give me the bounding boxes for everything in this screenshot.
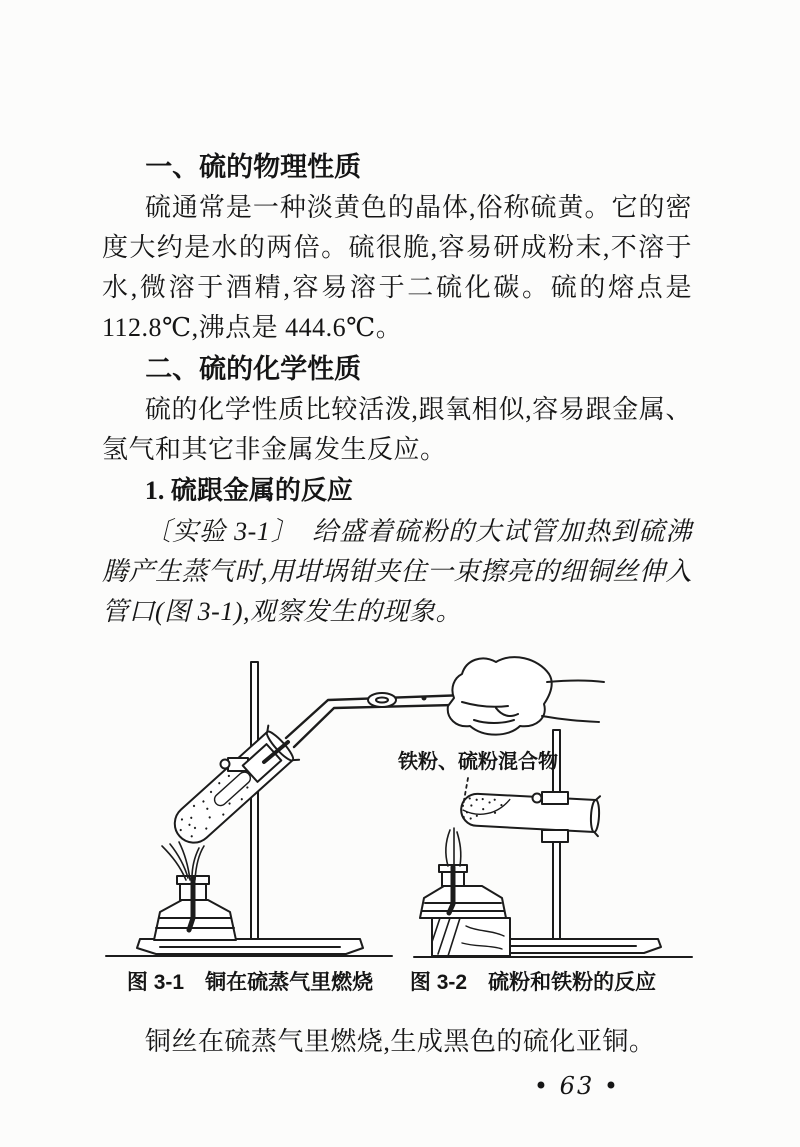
fig2-wood-block [432,918,510,956]
paragraph-experiment-3-1: 〔实验 3-1〕 给盛着硫粉的大试管加热到硫沸腾产生蒸气时,用坩埚钳夹住一束擦亮的细铜丝伸入管口(图 3-1),观察发生的现象。 [102,517,693,626]
hand-illustration [448,657,604,735]
paragraph-physical-properties: 硫通常是一种淡黄色的晶体,俗称硫黄。它的密度大约是水的两倍。硫很脆,容易研成粉末,不溶于水,微溶于酒精,容易溶于二硫化碳。硫的熔点是 112.8℃,沸点是 444.6℃。 [102,193,692,342]
fig2-flame [446,828,461,866]
figure-captions [102,966,694,1000]
section-heading-physical-properties: 一、硫的物理性质 [145,152,362,182]
figure-3-2-caption: 图 3-2 硫粉和铁粉的反应 [409,971,657,994]
page-number: • 63 • [533,1072,620,1100]
figure-3-1-caption: 图 3-1 铜在硫蒸气里燃烧 [126,971,374,994]
fig2-test-tube [460,789,600,836]
figures-block [102,646,694,1002]
paragraph-conclusion: 铜丝在硫蒸气里燃烧,生成黑色的硫化亚铜。 [144,1027,656,1056]
fig1-alcohol-lamp [154,876,236,940]
subheading-sulfur-metal-reaction: 1. 硫跟金属的反应 [144,476,353,505]
fig2-mixture-label: 铁粉、硫粉混合物 [398,751,558,773]
paragraph-chemical-properties: 硫的化学性质比较活泼,跟氧相似,容易跟金属、氢气和其它非金属发生反应。 [102,395,692,464]
experiment-illustrations [102,646,694,966]
fig2-alcohol-lamp [420,865,506,918]
fig1-flame [162,842,204,880]
section-heading-chemical-properties: 二、硫的化学性质 [145,354,362,384]
page-content [102,146,692,1100]
fig1-test-tube [164,726,299,854]
